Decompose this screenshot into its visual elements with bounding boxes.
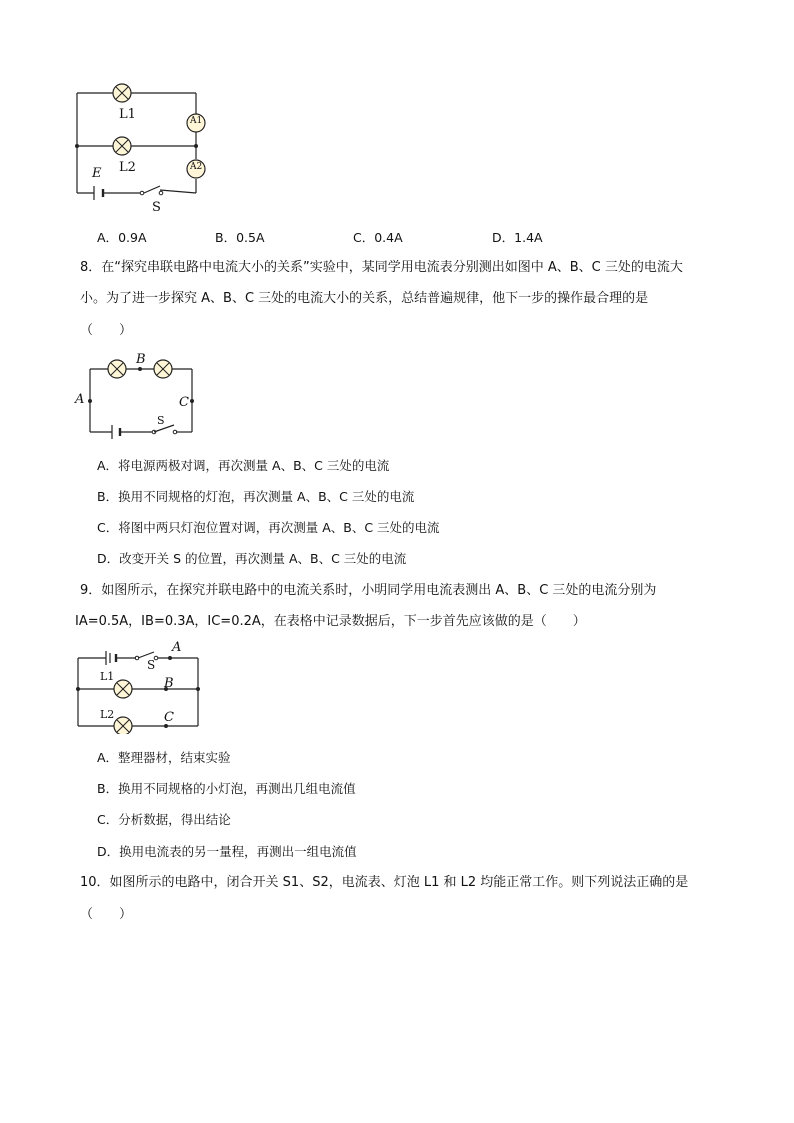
q7-circuit-diagram <box>70 80 230 210</box>
lamp-l1-icon <box>113 84 131 102</box>
q9-stem-line1: 9．如图所示，在探究并联电路中的电流关系时，小明同学用电流表测出 A、B、C 三处的电流分别为 <box>80 583 657 598</box>
q9-fig-label-l2: L2 <box>100 708 115 721</box>
q8-option-b[interactable]: B．换用不同规格的灯泡，再次测量 A、B、C 三处的电流 <box>97 489 415 504</box>
fig7-label-s: S <box>152 200 161 215</box>
lamp-l2-icon <box>113 137 131 155</box>
q7-option-a[interactable]: A．0.9A <box>97 230 147 245</box>
lamp-l2-icon <box>114 717 132 734</box>
q9-option-d[interactable]: D．换用电流表的另一量程，再测出一组电流值 <box>97 844 357 859</box>
lamp-l1-icon <box>114 680 132 698</box>
fig7-label-l2: L2 <box>119 160 136 175</box>
lamp-right-icon <box>154 360 172 378</box>
q8-stem-line1: 8．在“探究串联电路中电流大小的关系”实验中，某同学用电流表分别测出如图中 A、B、C 三处的电流大 <box>80 260 683 275</box>
q10-stem-line2: （ ） <box>80 907 133 922</box>
q9-fig-label-b: B <box>164 676 174 691</box>
q7-option-c[interactable]: C．0.4A <box>353 230 403 245</box>
q10-stem-line1: 10．如图所示的电路中，闭合开关 S1、S2，电流表、灯泡 L1 和 L2 均能正常工作。则下列说法正确的是 <box>80 875 689 890</box>
q9-option-a[interactable]: A．整理器材，结束实验 <box>97 750 231 765</box>
fig7-label-e: E <box>92 166 102 181</box>
lamp-left-icon <box>108 360 126 378</box>
q7-option-b[interactable]: B．0.5A <box>215 230 265 245</box>
q9-stem-line2: IA=0.5A，IB=0.3A，IC=0.2A，在表格中记录数据后，下一步首先应该做的是（ ） <box>75 614 586 629</box>
q8-fig-label-c: C <box>179 395 189 410</box>
q8-fig-label-s: S <box>157 414 165 427</box>
q8-fig-label-a: A <box>75 392 85 407</box>
q8-stem-line3: （ ） <box>80 323 133 338</box>
q9-option-b[interactable]: B．换用不同规格的小灯泡，再测出几组电流值 <box>97 781 356 796</box>
q8-stem-line2: 小。为了进一步探究 A、B、C 三处的电流大小的关系，总结普遍规律，他下一步的操作最合理的是 <box>80 291 649 306</box>
q9-fig-label-l1: L1 <box>100 670 115 683</box>
fig7-label-l1: L1 <box>119 107 136 122</box>
q9-circuit-diagram <box>70 644 210 734</box>
q9-fig-label-c: C <box>164 710 174 725</box>
q8-option-c[interactable]: C．将图中两只灯泡位置对调，再次测量 A、B、C 三处的电流 <box>97 520 440 535</box>
fig7-label-a1: A1 <box>190 116 203 126</box>
q8-option-a[interactable]: A．将电源两极对调，再次测量 A、B、C 三处的电流 <box>97 458 390 473</box>
q9-option-c[interactable]: C．分析数据，得出结论 <box>97 812 231 827</box>
q9-fig-label-a: A <box>172 640 182 655</box>
q9-fig-label-s: S <box>147 658 156 672</box>
q7-option-d[interactable]: D．1.4A <box>492 230 543 245</box>
fig7-label-a2: A2 <box>190 162 203 172</box>
q8-fig-label-b: B <box>136 352 146 367</box>
q8-option-d[interactable]: D．改变开关 S 的位置，再次测量 A、B、C 三处的电流 <box>97 551 407 566</box>
